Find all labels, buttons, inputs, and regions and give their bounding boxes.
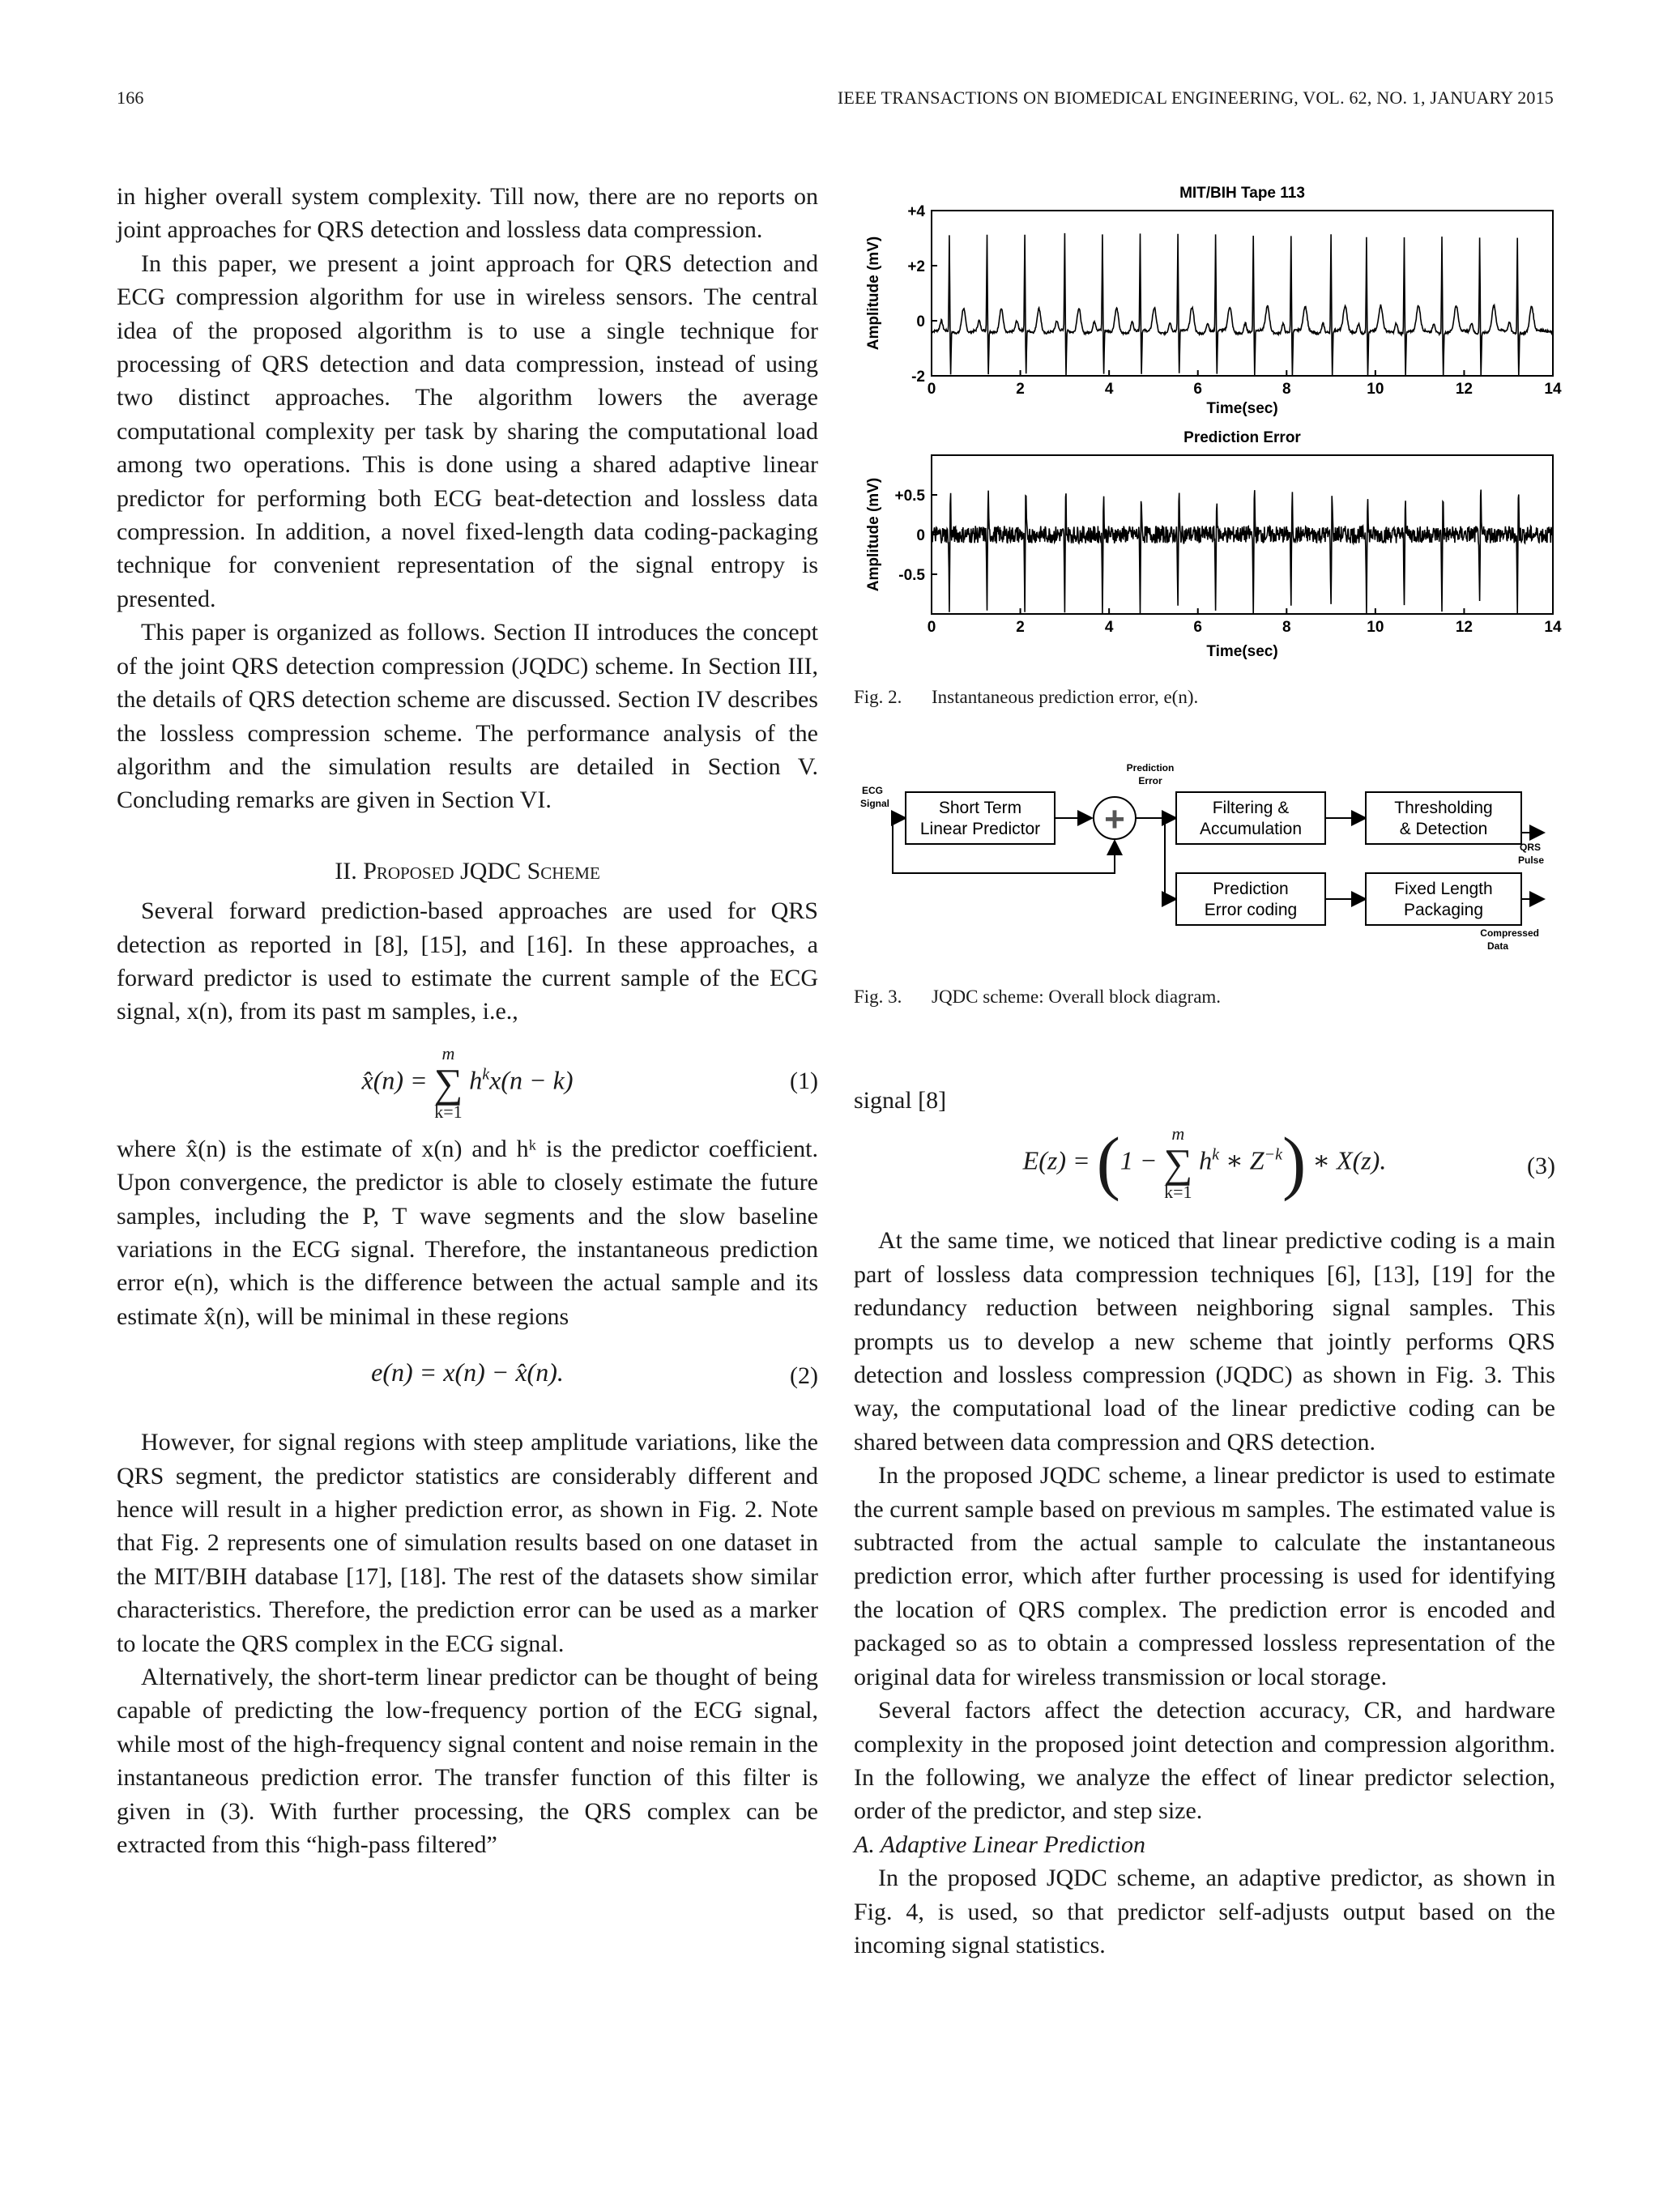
- section-title: Proposed JQDC Scheme: [363, 857, 600, 884]
- error-label: Prediction: [1126, 762, 1175, 774]
- paragraph: Alternatively, the short-term linear predictor can be thought of being capable of predicting the low-frequency portion of the ECG signal, while most of the high-frequency signal content and noise remain in the instantaneous prediction error. The transfer function of this filter is given in (3). With further processing, the QRS complex can be extracted from this “high-pass filtered”: [117, 1664, 818, 1859]
- paragraph: In the proposed JQDC scheme, an adaptive predictor, as shown in Fig. 4, is used, so that predictor self-adjusts output based on the incoming signal statistics.: [854, 1865, 1555, 1958]
- figure-2: [859, 180, 1562, 666]
- output-label: Data: [1486, 940, 1508, 952]
- caption-text: Instantaneous prediction error, e(n).: [932, 687, 1199, 707]
- block-label: Fixed Length: [1394, 880, 1493, 898]
- block-label: Error coding: [1204, 901, 1298, 919]
- right-column: [854, 1084, 1555, 1962]
- y-tick-label: 0: [916, 313, 925, 330]
- paragraph: At the same time, we noticed that linear predictive coding is a main part of lossless data compression techniques [6], [13], [19] for the redundancy reduction between neighboring signal samples. This prompts us to develop a new scheme that jointly performs QRS detection and lossless compression (JQDC) as shown in Fig. 3. This way, the computational load of the linear predictive coding can be shared between data compression and QRS detection.: [854, 1227, 1555, 1455]
- equation-number: (1): [790, 1067, 818, 1094]
- x-tick-label: 6: [1193, 381, 1203, 398]
- series-line: [932, 233, 1553, 376]
- equation-number: (3): [1527, 1153, 1555, 1180]
- x-axis-label: Time(sec): [1206, 643, 1278, 660]
- journal-header: IEEE TRANSACTIONS ON BIOMEDICAL ENGINEERING, VOL. 62, NO. 1, JANUARY 2015: [837, 87, 1554, 108]
- paragraph: signal [8]: [854, 1087, 947, 1114]
- block-label: Short Term: [938, 799, 1022, 817]
- x-tick-label: 8: [1282, 381, 1291, 398]
- y-tick-label: 0: [916, 527, 925, 544]
- paragraph: in higher overall system complexity. Till now, there are no reports on joint approaches for QRS detection and lossless data compression.: [117, 183, 818, 244]
- y-tick-label: -2: [911, 369, 925, 386]
- section-heading: [117, 855, 818, 888]
- plus-icon: +: [1104, 799, 1125, 839]
- x-tick-label: 2: [1016, 381, 1025, 398]
- x-tick-label: 10: [1367, 381, 1384, 398]
- y-tick-label: -0.5: [898, 567, 925, 584]
- x-tick-label: 12: [1455, 381, 1473, 398]
- block-label: Thresholding: [1394, 799, 1493, 817]
- input-label: ECG: [862, 785, 884, 796]
- y-tick-label: +4: [907, 203, 925, 220]
- left-column: [117, 180, 818, 1861]
- y-axis-label: Amplitude (mV): [865, 477, 882, 592]
- x-tick-label: 14: [1544, 619, 1562, 636]
- section-number: II.: [335, 857, 357, 884]
- x-tick-label: 6: [1193, 619, 1203, 636]
- output-label: Compressed: [1480, 927, 1539, 939]
- y-tick-label: +2: [907, 258, 925, 275]
- chart-title: MIT/BIH Tape 113: [1179, 185, 1305, 202]
- paragraph: where x̂(n) is the estimate of x(n) and hᵏ is the predictor coefficient. Upon convergence, the predictor is able to closely estimate the future samples, including the P, T wave segments and the slow baseline variations in the ECG signal. Therefore, the instantaneous prediction error e(n), which is the difference between the actual sample and its estimate x̂(n), will be minimal in these regions: [117, 1135, 818, 1330]
- input-label: Signal: [860, 798, 890, 809]
- x-tick-label: 8: [1282, 619, 1291, 636]
- paragraph: Several factors affect the detection accuracy, CR, and hardware complexity in the proposed joint detection and compression algorithm. In the following, we analyze the effect of linear predictor selection, order of the predictor, and step size.: [854, 1697, 1555, 1825]
- x-axis-label: Time(sec): [1206, 400, 1278, 417]
- figure-2-caption: [854, 687, 1198, 708]
- x-tick-label: 4: [1104, 619, 1114, 636]
- y-axis-label: Amplitude (mV): [865, 236, 882, 351]
- output-label: QRS: [1519, 842, 1541, 853]
- block-label: Prediction: [1213, 880, 1289, 898]
- caption-text: JQDC scheme: Overall block diagram.: [932, 987, 1222, 1007]
- x-tick-label: 4: [1104, 381, 1114, 398]
- y-tick-label: +0.5: [894, 488, 925, 505]
- output-label: Pulse: [1517, 855, 1544, 866]
- block-label: Accumulation: [1199, 820, 1303, 838]
- paragraph: This paper is organized as follows. Section II introduces the concept of the joint QRS detection compression (JQDC) scheme. In Section III, the details of QRS detection scheme are discussed. Section IV describes the lossless compression scheme. The performance analysis of the algorithm and the simulation results are detailed in Section V. Concluding remarks are given in Section VI.: [117, 619, 818, 814]
- x-tick-label: 12: [1455, 619, 1473, 636]
- figure-3-block-diagram: [854, 760, 1550, 970]
- x-tick-label: 0: [927, 381, 936, 398]
- page-number: 166: [117, 87, 144, 108]
- block-label: & Detection: [1399, 820, 1488, 838]
- x-tick-label: 2: [1016, 619, 1025, 636]
- paragraph: In the proposed JQDC scheme, a linear predictor is used to estimate the current sample based on previous m samples. The estimated value is subtracted from the actual sample to calculate the instantaneous prediction error, which after further processing is used for identifying the location of QRS complex. The prediction error is encoded and packaged so as to obtain a compressed lossless representation of the original data for wireless transmission or local storage.: [854, 1462, 1555, 1690]
- figure-label: Fig. 3.: [854, 987, 902, 1007]
- chart-title: Prediction Error: [1183, 429, 1301, 446]
- series-line: [932, 490, 1553, 615]
- paragraph: Several forward prediction-based approaches are used for QRS detection as reported in [8], [15], and [16]. In these approaches, a forward predictor is used to estimate the current sample of the ECG signal, x(n), from its past m samples, i.e.,: [117, 897, 818, 1025]
- block-label: Linear Predictor: [919, 820, 1041, 838]
- x-tick-label: 14: [1544, 381, 1562, 398]
- equation-number: (2): [790, 1362, 818, 1390]
- equation-3: E(z) = (1 − m ∑ k=1 $h^k$ ∗ $Z^{-k}$) ∗ X(z). (3): [1022, 1123, 1555, 1203]
- equation-2: [117, 1346, 818, 1413]
- equation-1: x̂(n) = m ∑ k=1 $h^kx(n - k)$ (1): [361, 1042, 818, 1122]
- x-tick-label: 0: [927, 619, 936, 636]
- paragraph: In this paper, we present a joint approach for QRS detection and ECG compression algorithm for use in wireless sensors. The central idea of the proposed algorithm is to use a single technique for processing of QRS detection and data compression, instead of using two distinct approaches. The algorithm lowers the average computational complexity per task by sharing the computational load among two operations. This is done using a shared adaptive linear predictor for performing both ECG beat-detection and lossless data compression. In addition, a novel fixed-length data coding-packaging technique for convenient representation of the signal entropy is presented.: [117, 249, 818, 612]
- block-label: Filtering &: [1212, 799, 1290, 817]
- error-label: Error: [1138, 775, 1162, 786]
- figure-3-caption: [854, 987, 1221, 1008]
- equation-text: e(n) = x(n) − x̂(n).: [371, 1357, 564, 1387]
- subsection-heading: A. Adaptive Linear Prediction: [854, 1831, 1145, 1858]
- block-label: Packaging: [1403, 901, 1484, 919]
- paragraph: However, for signal regions with steep amplitude variations, like the QRS segment, the predictor statistics are considerably different and hence will result in a higher prediction error, as shown in Fig. 2. Note that Fig. 2 represents one of simulation results based on one dataset in the MIT/BIH database [17], [18]. The rest of the datasets show similar characteristics. Therefore, the prediction error can be used as a marker to locate the QRS complex in the ECG signal.: [117, 1429, 818, 1657]
- figure-label: Fig. 2.: [854, 687, 902, 707]
- x-tick-label: 10: [1367, 619, 1384, 636]
